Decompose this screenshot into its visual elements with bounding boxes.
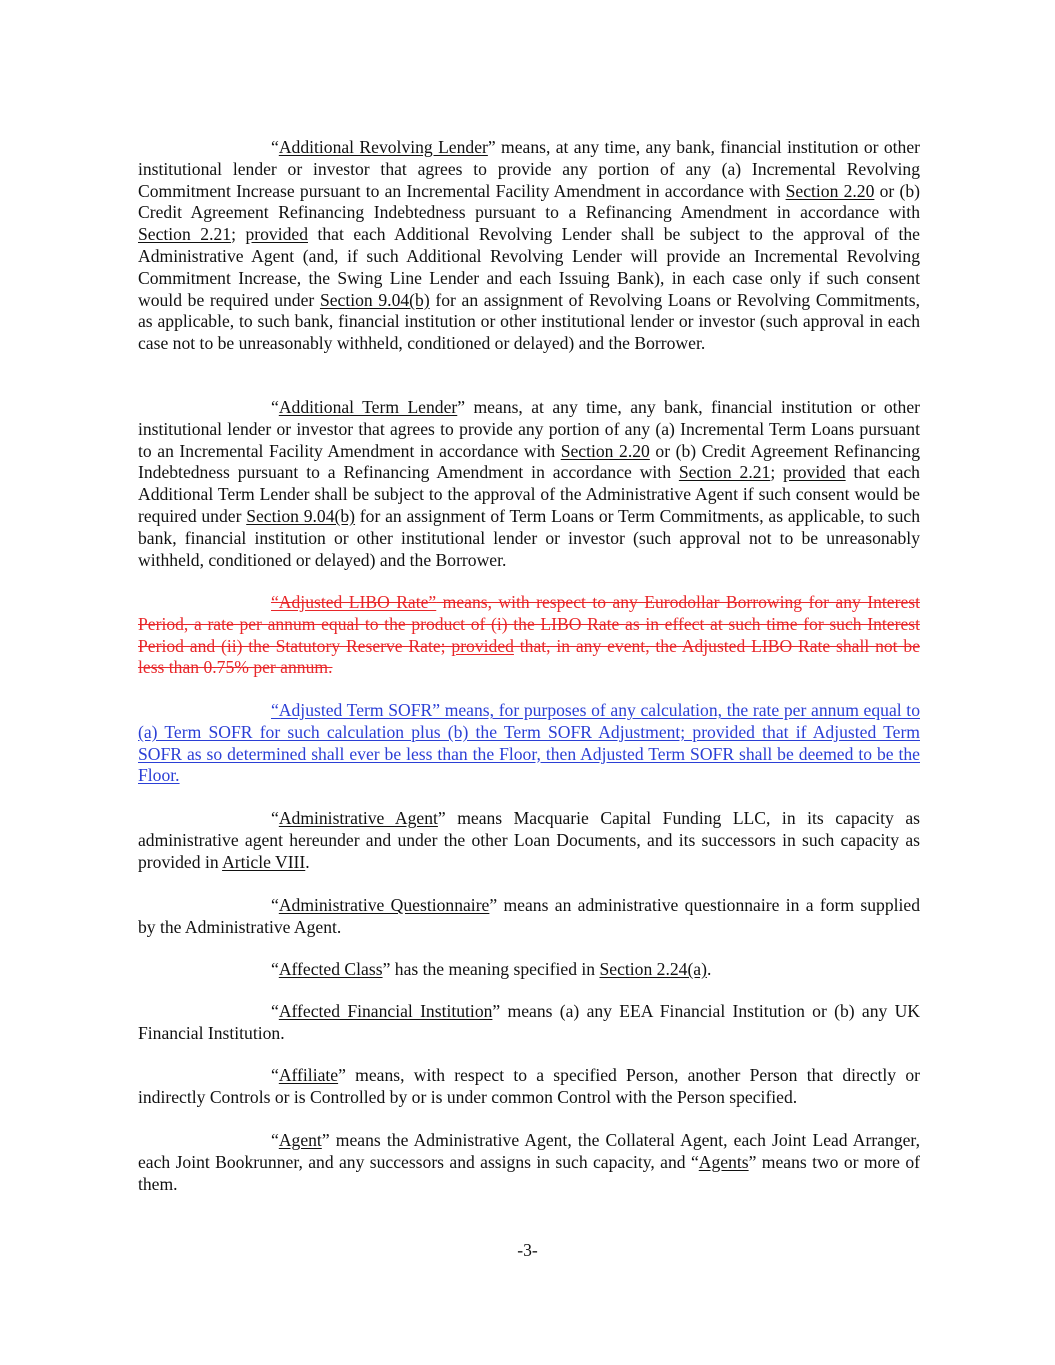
underlined-term: Section 2.21	[138, 224, 232, 245]
text-run: ” means two or more of them.	[138, 1151, 920, 1194]
text-run: that each Additional Term Lender shall be subject to the approval of the Administrative Agent if such consent would be required under	[138, 462, 920, 526]
def-affected-financial-institution	[138, 1001, 920, 1045]
def-affiliate	[138, 1065, 920, 1109]
underlined-term: Agents	[698, 1151, 749, 1172]
text-run: ” means the Administrative Agent, the Collateral Agent, each Joint Lead Arranger, each Joint Bookrunner, and any successors and assigns in such capacity, and “	[138, 1130, 920, 1172]
page-number: -3-	[517, 1240, 538, 1260]
text-run: .	[305, 851, 310, 872]
underlined-term: Article VIII	[222, 851, 306, 872]
text-run: ” means, with respect to a specified Person, another Person that directly or indirectly Controls or is Controlled by or is under common Control with the Person specified.	[138, 1065, 920, 1107]
underlined-term: Additional Term Lender	[278, 397, 458, 417]
text-run: ” means Macquarie Capital Funding LLC, in its capacity as administrative agent hereunder and under the other Loan Documents, and its successors in such capacity as provided in	[138, 808, 920, 872]
underlined-term: Section 2.21	[678, 462, 771, 483]
underlined-term: Additional Revolving Lender	[278, 137, 488, 157]
underlined-term: Administrative Agent	[278, 808, 438, 828]
underlined-term: Section 2.24(a)	[599, 959, 707, 979]
text-run: .	[706, 959, 712, 979]
text-run: “	[271, 397, 279, 417]
text-run: ” has the meaning specified in	[382, 959, 600, 979]
text-run: “	[271, 895, 279, 915]
text-run: for an assignment of Term Loans or Term Commitments, as applicable, to such bank, financial institution or other institutional lender or investor (such approval not to be unreasonably withheld, conditioned or delayed) and the Borrower.	[138, 505, 920, 570]
text-run: that, in any event, the Adjusted LIBO Rate shall not be less than 0.75% per annum.	[138, 635, 921, 678]
text-run: ;	[231, 224, 246, 245]
text-run: “	[271, 1065, 279, 1085]
text-run: “	[271, 137, 279, 157]
text-run: ” means, at any time, any bank, financial institution or other institutional lender or investor that agrees to provide any portion of any (a) Incremental Term Loans pursuant to an Incremental Facility Amendment in accordance with	[138, 397, 921, 461]
underlined-term: provided	[451, 635, 514, 656]
underlined-term: Affiliate	[278, 1065, 339, 1085]
def-additional-term-lender	[138, 397, 920, 571]
def-affected-class	[138, 959, 920, 981]
underlined-term: Affected Class	[278, 959, 383, 979]
text-run: “	[271, 1130, 279, 1150]
text-run: means, with respect to any Eurodollar Borrowing for any Interest Period, a rate per annum equal to the product of (i) the LIBO Rate as in effect at such time for such Interest Period and (ii) the Statutory Reserve Rate;	[138, 592, 920, 656]
underlined-term: provided	[783, 462, 846, 483]
text-run: “	[271, 959, 279, 979]
text-run: “	[271, 1001, 279, 1021]
underlined-term: Agent	[278, 1130, 322, 1150]
text-run: ” means, at any time, any bank, financial institution or other institutional lender or investor that agrees to provide any portion of any (a) Incremental Revolving Commitment Increase pursuant to an Incremental Facility Amendment in accordance with	[138, 137, 920, 201]
underlined-term: Section 9.04(b)	[246, 505, 356, 526]
text-run: or (b) Credit Agreement Refinancing Indebtedness pursuant to a Refinancing Amendment in accordance with	[138, 180, 921, 223]
def-administrative-agent	[138, 808, 920, 873]
def-adjusted-term-sofr-inserted	[138, 700, 920, 787]
text-run: “Adjusted Term SOFR” means, for purposes of any calculation, the rate per annum equal to (a) Term SOFR for such calculation plus (b) the Term SOFR Adjustment; provided that if Adjusted Term SOFR as so determined shall ever be less than the Floor, then Adjusted Term SOFR shall be deemed to be the Floor.	[138, 700, 920, 786]
underlined-term: “Adjusted LIBO Rate”	[271, 592, 437, 612]
def-adjusted-libo-rate-deleted	[138, 592, 920, 679]
text-run: or (b) Credit Agreement Refinancing Indebtedness pursuant to a Refinancing Amendment in accordance with	[138, 440, 920, 483]
underlined-term: provided	[245, 224, 308, 245]
text-run: that each Additional Revolving Lender shall be subject to the approval of the Administrative Agent (and, if such Additional Revolving Lender will provide an Incremental Revolving Commitment Increase, the Swing Line Lender and each Issuing Bank), in each case only if such consent would be required under	[138, 224, 920, 310]
text-run: ” means an administrative questionnaire in a form supplied by the Administrative Agent.	[138, 895, 920, 937]
underlined-term: Affected Financial Institution	[278, 1001, 493, 1021]
underlined-term: Administrative Questionnaire	[278, 895, 490, 915]
text-run: ;	[770, 462, 784, 483]
def-agent	[138, 1130, 920, 1195]
underlined-term: Section 2.20	[560, 440, 650, 461]
underlined-term: Section 9.04(b)	[319, 289, 430, 310]
underlined-term: Section 2.20	[785, 180, 875, 201]
text-run: ” means (a) any EEA Financial Institution or (b) any UK Financial Institution.	[138, 1001, 921, 1043]
def-administrative-questionnaire	[138, 895, 920, 939]
def-additional-revolving-lender	[138, 137, 920, 355]
text-run: “	[271, 808, 279, 828]
text-run: for an assignment of Revolving Loans or Revolving Commitments, as applicable, to such bank, financial institution or other institutional lender or investor (such approval in each case not to be unreasonably withheld, conditioned or delayed) and the Borrower.	[138, 289, 920, 354]
